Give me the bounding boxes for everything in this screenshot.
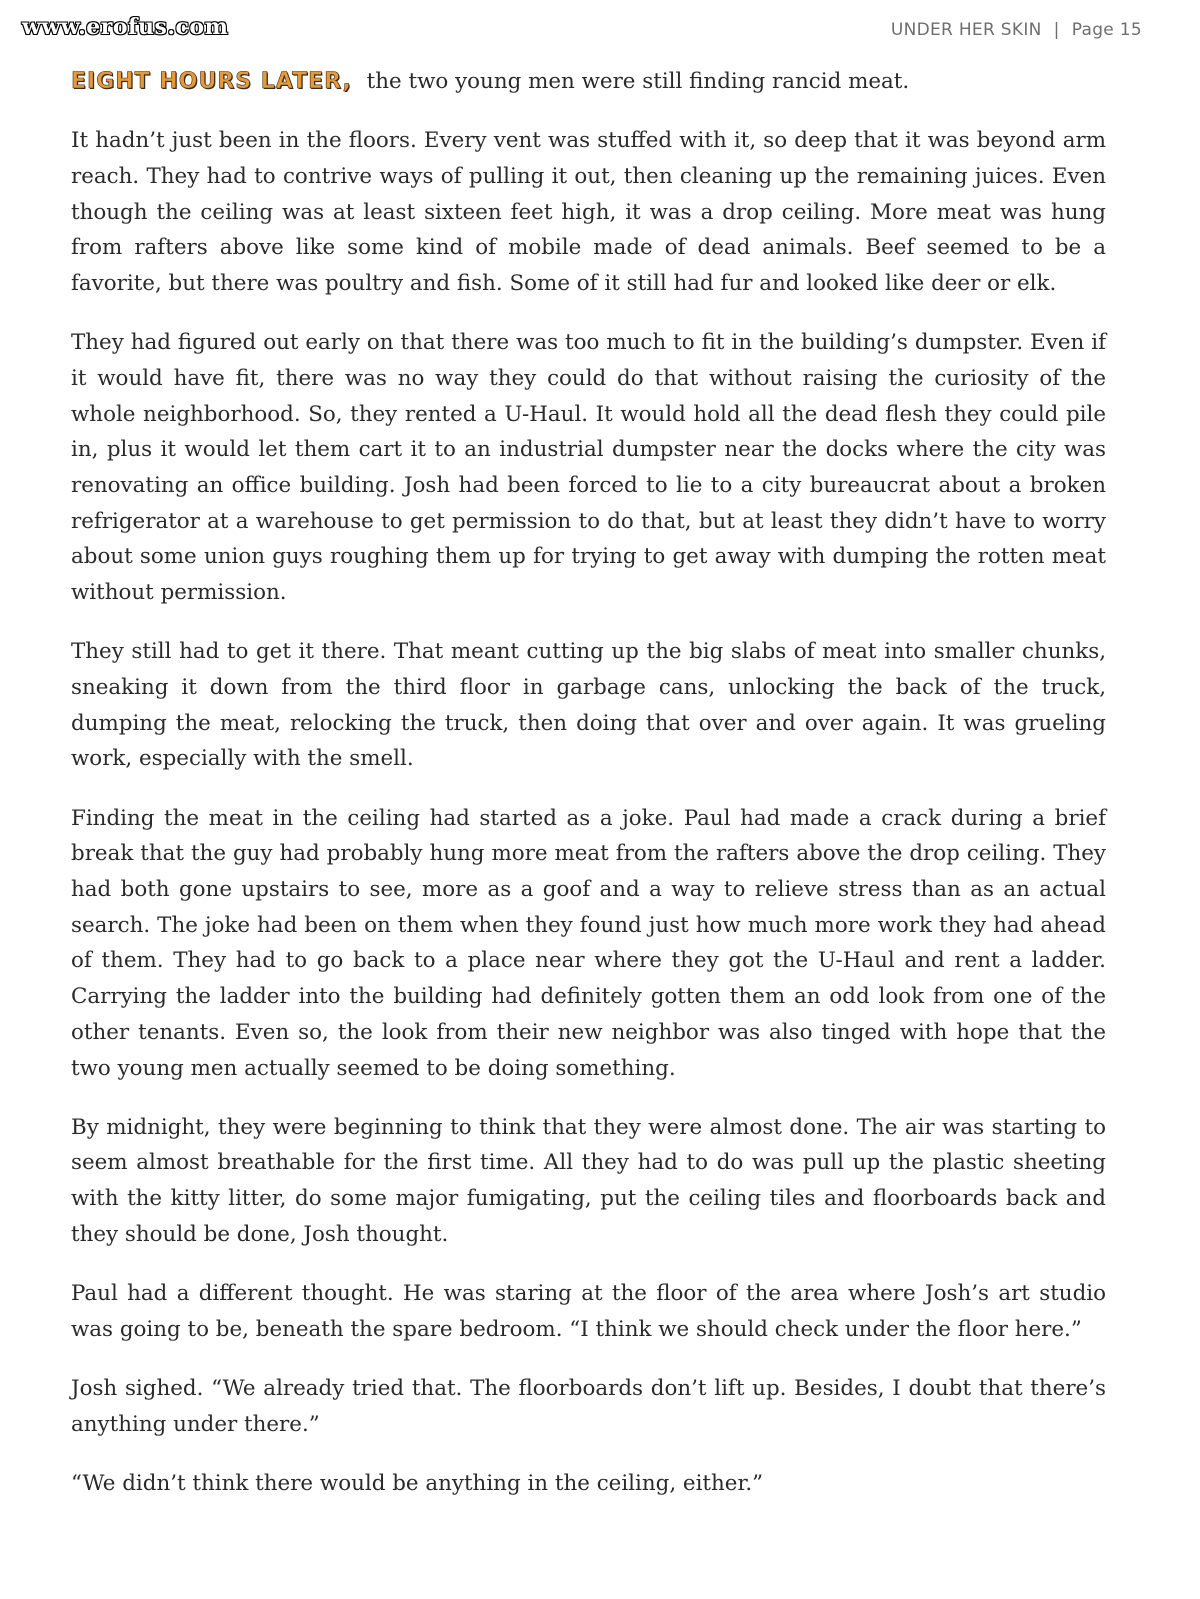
paragraph-1-text: the two young men were still finding rancid meat.: [366, 69, 910, 94]
paragraph-4: They still had to get it there. That meant cutting up the big slabs of meat into smaller chunks, sneaking it down from the third floor in garbage cans, unlocking the back of the truck, dumping the meat, relocking the truck, then doing that over and over again. It was grueling work, especially with the smell.: [71, 639, 1106, 772]
paragraph-5: Finding the meat in the ceiling had started as a joke. Paul had made a crack during a brief break that the guy had probably hung more meat from the rafters above the drop ceiling. They had both gone upstairs to see, more as a goof and a way to relieve stress than as an actual search. The joke had been on them when they found just how much more work they had ahead of them. They had to go back to a place near where they got the U-Haul and rent a ladder. Carrying the ladder into the building had definitely gotten them an odd look from one of the other tenants. Even so, the look from their new neighbor was also tinged with hope that the two young men actually seemed to be doing something.: [71, 805, 1106, 1081]
running-header: [891, 20, 1142, 40]
paragraph-7: Paul had a different thought. He was staring at the floor of the area where Josh’s art studio was going to be, beneath the spare bedroom. “I think we should check under the floor here.”: [71, 1281, 1106, 1342]
paragraph-9: “We didn’t think there would be anything in the ceiling, either.”: [71, 1470, 764, 1496]
page-number: Page 15: [1071, 20, 1142, 40]
lead-in-heading: EIGHT HOURS LATER,: [71, 69, 352, 94]
header-separator: |: [1053, 20, 1060, 40]
paragraph-3: They had figured out early on that there was too much to fit in the building’s dumpster. Even if it would have fit, there was no way they could do that without raising the curiosity of the whole neighborhood. So, they rented a U-Haul. It would hold all the dead flesh they could pile in, plus it would let them cart it to an industrial dumpster near the docks where the city was renovating an office building. Josh had been forced to lie to a city bureaucrat about a broken refrigerator at a warehouse to get permission to do that, but at least they didn’t have to worry about some union guys roughing them up for trying to get away with dumping the rotten meat without permission.: [71, 330, 1106, 606]
site-watermark: www.erofus.com: [22, 14, 229, 40]
paragraph-2: It hadn’t just been in the floors. Every vent was stuffed with it, so deep that it was beyond arm reach. They had to contrive ways of pulling it out, then cleaning up the remaining juices. Even though the ceiling was at least sixteen feet high, it was a drop ceiling. More meat was hung from rafters above like some kind of mobile made of dead animals. Beef seemed to be a favorite, but there was poultry and fish. Some of it still had fur and looked like deer or elk.: [71, 128, 1106, 297]
book-title: UNDER HER SKIN: [890, 20, 1042, 40]
story-text: [71, 64, 1106, 1525]
paragraph-1: [71, 64, 1106, 100]
paragraph-8: Josh sighed. “We already tried that. The floorboards don’t lift up. Besides, I doubt that there’s anything under there.”: [71, 1376, 1106, 1437]
paragraph-6: By midnight, they were beginning to think that they were almost done. The air was starting to seem almost breathable for the first time. All they had to do was pull up the plastic sheeting with the kitty litter, do some major fumigating, put the ceiling tiles and floorboards back and they should be done, Josh thought.: [71, 1114, 1106, 1247]
